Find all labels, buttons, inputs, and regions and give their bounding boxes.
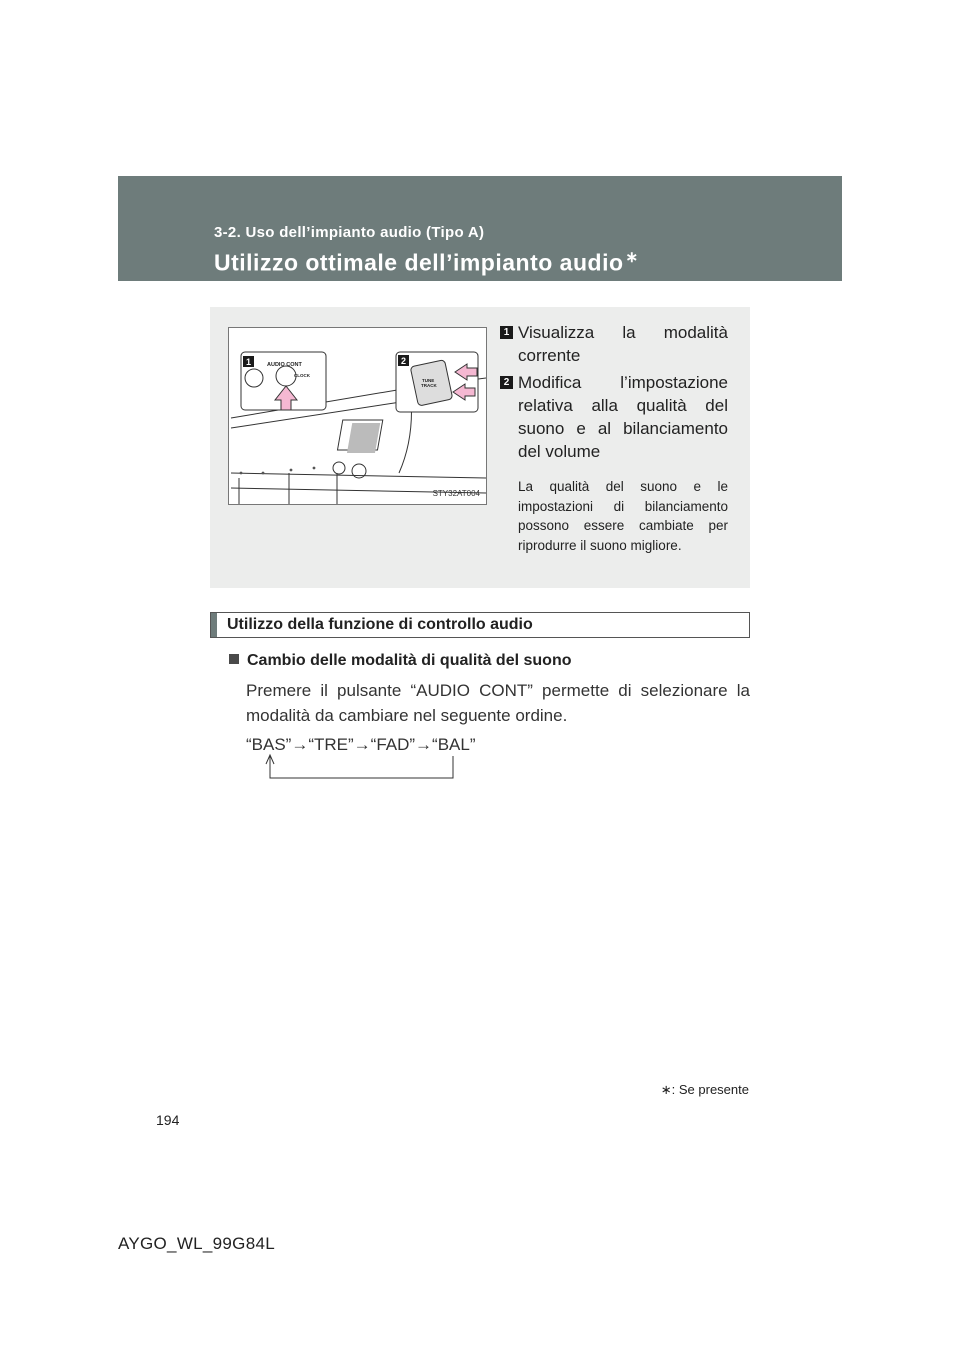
page-number: 194: [156, 1112, 180, 1128]
tune-label: TUNE: [422, 378, 435, 383]
svg-text:2: 2: [400, 356, 407, 366]
callout-1: [500, 321, 728, 367]
figure-code: STY32AT004: [432, 489, 480, 498]
square-bullet-icon: [229, 654, 239, 664]
callout-text-1: Visualizza la modalità corrente: [518, 323, 728, 365]
audio-panel-figure: [228, 327, 487, 505]
sequence-loop-arrow: [262, 752, 462, 782]
mode-sequence: “BAS”→“TRE”→“FAD”→“BAL”: [246, 735, 476, 754]
section-label: 3-2. Uso dell’impianto audio (Tipo A): [214, 224, 485, 241]
document-code: AYGO_WL_99G84L: [118, 1234, 275, 1253]
audio-panel-illustration: [229, 328, 486, 504]
callout-badge-1: 1: [500, 326, 513, 339]
item-heading: [229, 652, 571, 670]
callout-list: [500, 321, 728, 555]
callout-badge-2: 2: [500, 376, 513, 389]
subsection-bar: [211, 613, 217, 637]
asterisk-mark: ∗: [625, 249, 639, 266]
page-title-text: Utilizzo ottimale dell’impianto audio: [214, 249, 624, 276]
footnote: ∗: Se presente: [660, 1082, 749, 1097]
callout-2: [500, 371, 728, 463]
clock-label: CLOCK: [294, 373, 310, 378]
svg-text:1: 1: [245, 357, 252, 367]
callout-text-2: Modifica l’impostazione relativa alla qualità del suono e al bilanciamento del volume: [518, 373, 728, 461]
info-box: [210, 307, 750, 588]
audio-cont-label: AUDIO CONT: [267, 362, 302, 368]
subsection-header: [210, 612, 750, 638]
item-heading-text: Cambio delle modalità di qualità del suono: [247, 652, 572, 669]
note-text: La qualità del suono e le impostazioni di bilanciamento possono essere cambiate per riprodurre il suono migliore.: [518, 479, 728, 553]
subsection-title: Utilizzo della funzione di controllo audio: [227, 616, 533, 633]
page-title: [214, 248, 639, 277]
body-text: Premere il pulsante “AUDIO CONT” permette di selezionare la modalità da cambiare nel seguente ordine.: [246, 681, 750, 725]
track-label: TRACK: [421, 383, 437, 388]
header-band: [118, 176, 842, 281]
